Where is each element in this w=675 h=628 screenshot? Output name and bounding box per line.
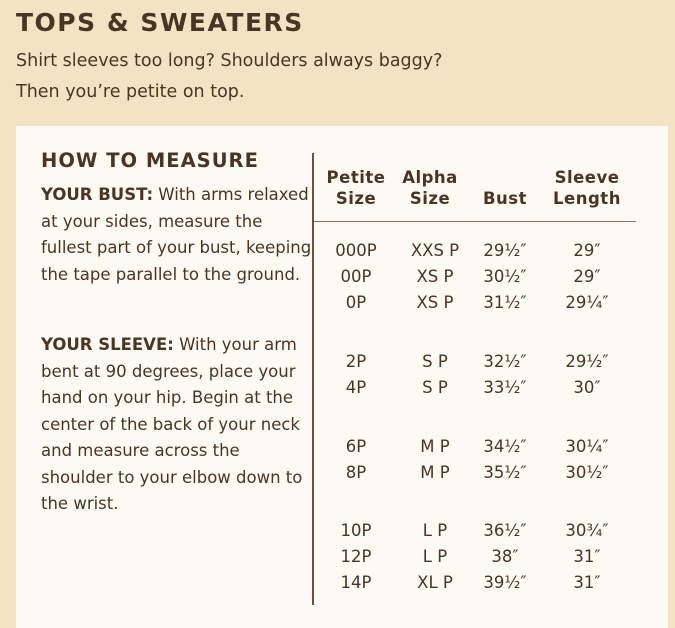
petite-size-cell: 6P bbox=[345, 437, 367, 456]
sleeve-length-cell: 29½″ bbox=[565, 352, 609, 371]
header-line: Alpha bbox=[402, 168, 458, 187]
bust-cell: 34½″ bbox=[483, 437, 527, 456]
sleeve-length-cell: 31″ bbox=[573, 573, 601, 592]
bust-cell: 38″ bbox=[491, 547, 519, 566]
bust-cell: 33½″ bbox=[483, 378, 527, 397]
header-bust bbox=[474, 167, 536, 209]
how-to-measure-heading: HOW TO MEASURE bbox=[41, 149, 259, 172]
alpha-size-cell: L P bbox=[422, 521, 448, 540]
header-alpha-size bbox=[396, 167, 464, 209]
table-row bbox=[314, 238, 644, 264]
header-line: Length bbox=[553, 189, 621, 208]
bust-instructions bbox=[41, 182, 316, 288]
sleeve-length-cell: 31″ bbox=[573, 547, 601, 566]
subtitle-line-1: Shirt sleeves too long? Shoulders always baggy? bbox=[16, 51, 443, 71]
bust-text: With arms relaxed at your sides, measure the fullest part of your bust, keeping the tape parallel to the ground. bbox=[41, 185, 312, 284]
petite-size-cell: 14P bbox=[340, 573, 372, 592]
sleeve-length-cell: 29″ bbox=[573, 267, 601, 286]
header-line: Size bbox=[409, 189, 451, 208]
petite-size-cell: 12P bbox=[340, 547, 372, 566]
header-line bbox=[474, 167, 536, 188]
alpha-size-cell: XS P bbox=[416, 293, 454, 312]
bust-cell: 29½″ bbox=[483, 241, 527, 260]
bust-label: YOUR BUST: bbox=[41, 185, 154, 204]
petite-size-cell: 4P bbox=[345, 378, 367, 397]
header-line: Petite bbox=[326, 168, 386, 187]
table-row bbox=[314, 544, 644, 570]
header-line: Bust bbox=[482, 189, 528, 208]
sleeve-text: With your arm bent at 90 degrees, place your hand on your hip. Begin at the center of the back of your neck and measure across the shoulder to your elbow down to the wrist. bbox=[41, 335, 303, 513]
sleeve-length-cell: 29¼″ bbox=[565, 293, 609, 312]
bust-cell: 36½″ bbox=[483, 521, 527, 540]
table-row bbox=[314, 518, 644, 544]
bust-cell: 39½″ bbox=[483, 573, 527, 592]
alpha-size-cell: XL P bbox=[417, 573, 453, 592]
header-line: Sleeve bbox=[554, 168, 620, 187]
petite-size-cell: 000P bbox=[335, 241, 377, 260]
header-sleeve-length bbox=[542, 167, 632, 209]
alpha-size-cell: S P bbox=[422, 352, 448, 371]
bust-cell: 35½″ bbox=[483, 463, 527, 482]
table-row bbox=[314, 460, 644, 486]
sleeve-length-cell: 30¼″ bbox=[565, 437, 609, 456]
alpha-size-cell: M P bbox=[420, 463, 450, 482]
bust-cell: 31½″ bbox=[483, 293, 527, 312]
sleeve-length-cell: 30″ bbox=[573, 378, 601, 397]
table-row bbox=[314, 434, 644, 460]
table-row bbox=[314, 290, 644, 316]
alpha-size-cell: L P bbox=[422, 547, 448, 566]
sleeve-length-cell: 30½″ bbox=[565, 463, 609, 482]
sleeve-length-cell: 29″ bbox=[573, 241, 601, 260]
alpha-size-cell: XXS P bbox=[410, 241, 460, 260]
header-petite-size bbox=[326, 167, 386, 209]
table-row bbox=[314, 264, 644, 290]
table-row bbox=[314, 349, 644, 375]
subtitle-line-2: Then you’re petite on top. bbox=[16, 82, 245, 102]
alpha-size-cell: XS P bbox=[416, 267, 454, 286]
sleeve-label: YOUR SLEEVE: bbox=[41, 335, 174, 354]
petite-size-cell: 0P bbox=[345, 293, 367, 312]
header-divider bbox=[314, 221, 636, 222]
petite-size-cell: 8P bbox=[345, 463, 367, 482]
petite-size-cell: 10P bbox=[340, 521, 372, 540]
bust-cell: 30½″ bbox=[483, 267, 527, 286]
header-line: Size bbox=[335, 189, 377, 208]
table-row bbox=[314, 375, 644, 401]
alpha-size-cell: M P bbox=[420, 437, 450, 456]
size-chart-panel bbox=[16, 126, 668, 628]
alpha-size-cell: S P bbox=[422, 378, 448, 397]
sleeve-length-cell: 30¾″ bbox=[565, 521, 609, 540]
page-subtitle bbox=[16, 46, 442, 108]
petite-size-cell: 00P bbox=[340, 267, 372, 286]
page-title: TOPS & SWEATERS bbox=[16, 8, 304, 37]
bust-cell: 32½″ bbox=[483, 352, 527, 371]
petite-size-cell: 2P bbox=[345, 352, 367, 371]
sleeve-instructions bbox=[41, 332, 316, 518]
table-row bbox=[314, 570, 644, 596]
